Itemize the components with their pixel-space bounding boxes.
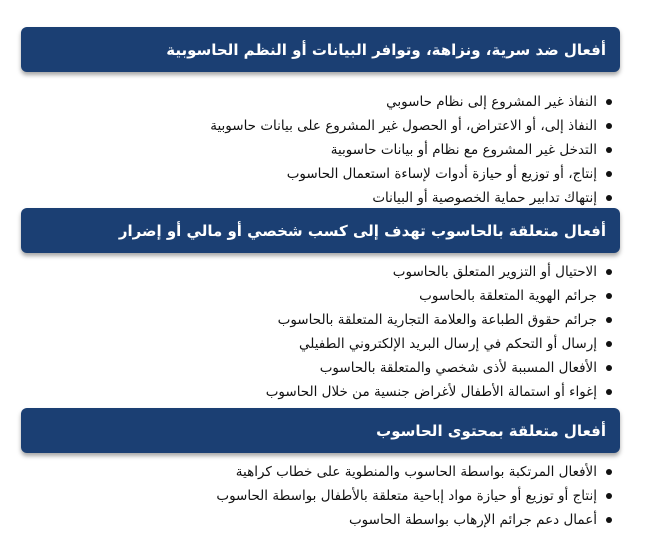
bullet-icon [606,389,612,395]
list-item [266,356,612,380]
section-header-banner [21,208,620,253]
bullet-icon [606,341,612,347]
list-item [266,308,612,332]
section-title: أفعال متعلقة بمحتوى الحاسوب [376,421,606,440]
list-item [266,284,612,308]
bullet-icon [606,365,612,371]
section-header-banner [21,27,620,72]
list-item-text: التدخل غير المشروع مع نظام أو بيانات حاسوبية [330,142,597,158]
bullet-list [266,260,612,404]
bullet-icon [606,123,612,129]
bullet-icon [606,517,612,523]
list-item [210,138,612,162]
bullet-icon [606,99,612,105]
list-item-text: إنتاج أو توزيع أو حيازة مواد إباحية متعلقة بالأطفال بواسطة الحاسوب [216,488,597,504]
list-item [210,162,612,186]
bullet-icon [606,147,612,153]
list-item-text: النفاذ إلى، أو الاعتراض، أو الحصول غير المشروع على بيانات حاسوبية [210,118,597,134]
list-item-text: الأفعال المرتكبة بواسطة الحاسوب والمنطوية على خطاب كراهية [235,464,597,480]
list-item-text: إرسال أو التحكم في إرسال البريد الإلكتروني الطفيلي [299,336,597,352]
list-item [210,186,612,210]
list-item [216,460,612,484]
list-item [266,260,612,284]
list-item-text: النفاذ غير المشروع إلى نظام حاسوبي [386,94,597,110]
list-item-text: جرائم حقوق الطباعة والعلامة التجارية المتعلقة بالحاسوب [277,312,597,328]
section-header-banner [21,408,620,453]
list-item-text: إغواء أو استمالة الأطفال لأغراض جنسية من خلال الحاسوب [265,384,597,400]
list-item-text: الأفعال المسببة لأذى شخصي والمتعلقة بالحاسوب [319,360,597,376]
bullet-list [210,90,612,210]
list-item-text: إنتهاك تدابير حماية الخصوصية أو البيانات [372,190,597,206]
bullet-icon [606,317,612,323]
list-item [216,508,612,532]
list-item-text: إنتاج، أو توزيع أو حيازة أدوات لإساءة استعمال الحاسوب [286,166,597,182]
bullet-icon [606,293,612,299]
list-item [266,380,612,404]
bullet-icon [606,269,612,275]
bullet-icon [606,493,612,499]
list-item [210,114,612,138]
list-item-text: أعمال دعم جرائم الإرهاب بواسطة الحاسوب [348,512,597,528]
list-item-text: الاحتيال أو التزوير المتعلق بالحاسوب [392,264,597,280]
list-item [210,90,612,114]
list-item-text: جرائم الهوية المتعلقة بالحاسوب [419,288,597,304]
bullet-icon [606,171,612,177]
list-item [266,332,612,356]
bullet-icon [606,469,612,475]
bullet-icon [606,195,612,201]
section-title: أفعال متعلقة بالحاسوب تهدف إلى كسب شخصي أو مالي أو إضرار [118,221,606,240]
section-title: أفعال ضد سرية، ونزاهة، وتوافر البيانات أو النظم الحاسوبية [166,40,606,59]
bullet-list [216,460,612,532]
list-item [216,484,612,508]
